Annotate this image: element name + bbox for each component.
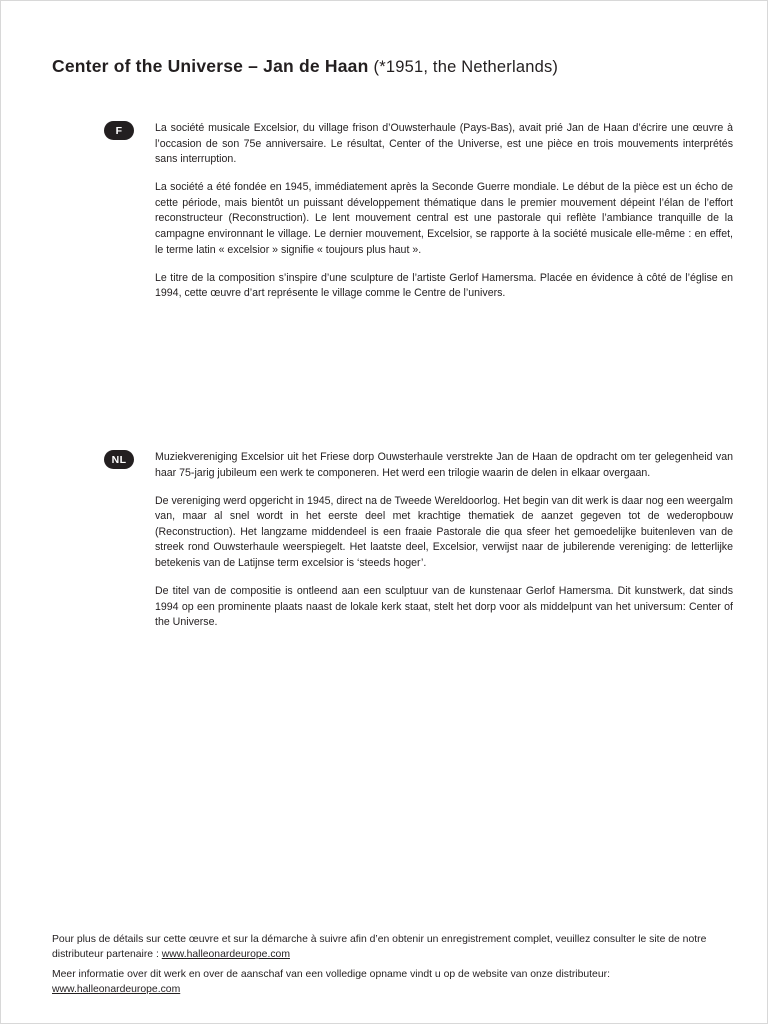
section-dutch [104, 450, 734, 631]
paragraph: La société musicale Excelsior, du village frison d’Ouwsterhaule (Pays-Bas), avait prié Jan de Haan d’écrire une œuvre à l’occasion de son 75e anniversaire. Le résultat, Center of the Universe, est une pièce en trois mouvements interprétés sans interruption. [155, 122, 733, 166]
footer-line-dutch [52, 967, 724, 998]
footer-dutch-text: Meer informatie over dit werk en over de aanschaf van een volledige opname vindt u op de website van onze distributeur: [52, 968, 610, 980]
distributor-link-french[interactable]: www.halleonardeurope.com [161, 949, 290, 961]
footer-french-text: Pour plus de détails sur cette œuvre et sur la démarche à suivre afin d’en obtenir un enregistrement complet, veuillez consulter le site de notre distributeur partenaire : [52, 934, 707, 961]
page-title-main: Center of the Universe – Jan de Haan [52, 56, 369, 76]
page-title-sub: (*1951, the Netherlands) [373, 58, 559, 76]
footer [52, 932, 724, 998]
section-french-text [155, 121, 733, 302]
language-badge-f: F [104, 121, 134, 140]
paragraph: La société a été fondée en 1945, immédiatement après la Seconde Guerre mondiale. Le début de la pièce est un écho de cette période, mais bientôt un puissant développement thématique dans le premier mouvement dépeint l’élan de l’effort reconstructeur (Reconstruction). Le lent mouvement central est une pastorale qui reflète l’ambiance tranquille de la campagne environnant le village. Le dernier mouvement, Excelsior, se rapporte à la société musicale elle-même : en effet, le terme latin « excelsior » signifie « toujours plus haut ». [155, 181, 733, 256]
distributor-link-dutch[interactable]: www.halleonardeurope.com [52, 984, 181, 996]
section-dutch-text [155, 450, 733, 631]
section-french [104, 121, 734, 302]
footer-line-french [52, 932, 724, 963]
language-badge-nl: NL [104, 450, 134, 469]
page-title [52, 56, 732, 77]
paragraph: Muziekvereniging Excelsior uit het Friese dorp Ouwsterhaule verstrekte Jan de Haan de opdracht om ter gelegenheid van haar 75-jarig jubileum een werk te componeren. Het werd een trilogie waarin de delen in elkaar overgaan. [155, 451, 733, 479]
paragraph: De titel van de compositie is ontleend aan een sculptuur van de kunstenaar Gerlof Hamersma. Dit kunstwerk, dat sinds 1994 op een prominente plaats naast de lokale kerk staat, stelt het dorp voor als middelpunt van het universum: Center of the Universe. [155, 585, 733, 629]
paragraph: Le titre de la composition s’inspire d’une sculpture de l’artiste Gerlof Hamersma. Placée en évidence à côté de l’église en 1994, cette œuvre d’art représente le village comme le Centre de l’univers. [155, 271, 733, 300]
paragraph: De vereniging werd opgericht in 1945, direct na de Tweede Wereldoorlog. Het begin van dit werk is daar nog een weergalm van, maar al snel wordt in het eerste deel met krachtige thematiek de aanzet gegeven tot de wederopbouw (Reconstruction). Het langzame middendeel is een fraaie Pastorale die qua sfeer het gemoedelijke buitenleven van de streek rond Ouwsterhaule weerspiegelt. Het laatste deel, Excelsior, verwijst naar de jubilerende vereniging: de letterlijke betekenis van de Latijnse term excelsior is ‘steeds hoger’. [155, 494, 733, 570]
